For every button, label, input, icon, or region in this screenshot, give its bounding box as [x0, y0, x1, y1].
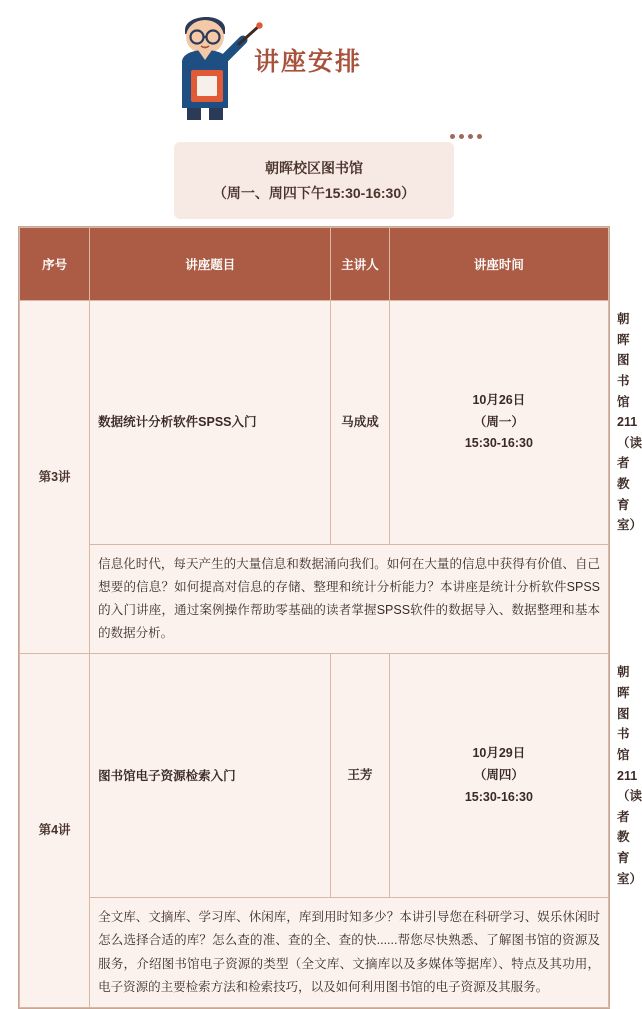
lecture-speaker: 马成成 — [331, 301, 389, 545]
lecture-title: 数据统计分析软件SPSS入门 — [90, 301, 331, 545]
table-row: 第3讲 数据统计分析软件SPSS入门 马成成 10月26日 （周一） 15:30-16:30 朝晖图书馆211（读者教育室） — [20, 301, 609, 545]
decorative-dots-icon — [450, 134, 482, 139]
lecture-time-range: 15:30-16:30 — [464, 789, 533, 804]
table-row-description — [20, 898, 609, 1008]
column-header-speaker: 主讲人 — [331, 228, 389, 301]
schedule-table — [19, 227, 642, 1008]
column-header-time: 讲座时间 — [389, 228, 608, 301]
venue-name: 朝晖校区图书馆 — [265, 160, 363, 176]
schedule-table-wrapper — [18, 226, 642, 1009]
lecture-description: 全文库、文摘库、学习库、休闲库，库到用时知多少？本讲引导您在科研学习、娱乐休闲时怎么选择合适的库？怎么查的准、查的全、查的快......帮您尽快熟悉、了解图书馆的资源及服务，介绍图书馆电子资源的类型（全文库、文摘库以及多媒体等据库）、特点及其功用，电子资源的主要检索方法和检索技巧，以及如何利用图书馆的电子资源及其服务。 — [90, 898, 609, 1008]
lecture-time-weekday: （周四） — [473, 767, 524, 782]
lecture-description: 信息化时代，每天产生的大量信息和数据涌向我们。如何在大量的信息中获得有价值、自己想要的信息？如何提高对信息的存储、整理和统计分析能力？本讲座是统计分析软件SPSS的入门讲座，通过案例操作帮助零基础的读者掌握SPSS软件的数据导入、数据整理和基本的数据分析。 — [90, 544, 609, 654]
lecture-time-date: 10月26日 — [472, 392, 526, 407]
venue-schedule: （周一、周四下午15:30-16:30） — [212, 184, 416, 201]
lecture-time-range: 15:30-16:30 — [464, 436, 533, 451]
lecture-time-date: 10月29日 — [472, 746, 526, 760]
lecture-title: 图书馆电子资源检索入门 — [90, 654, 331, 898]
row-number: 第3讲 — [20, 301, 90, 654]
teacher-with-pointer-illustration — [155, 4, 265, 122]
table-row-description — [20, 544, 609, 654]
venue-box — [174, 142, 454, 219]
column-header-no: 序号 — [20, 228, 90, 301]
lecture-speaker: 王芳 — [331, 654, 389, 898]
lecture-time — [389, 654, 608, 898]
table-row: 第4讲 图书馆电子资源检索入门 王芳 10月29日 （周四） 15:30-16:30 朝晖图书馆211（读者教育室） — [20, 654, 609, 898]
poster-header — [0, 0, 628, 128]
venue-section — [0, 128, 628, 220]
lecture-time — [389, 301, 608, 545]
page-title: 讲座安排 — [254, 48, 363, 76]
column-header-title: 讲座题目 — [90, 228, 331, 301]
row-number: 第4讲 — [20, 654, 90, 1007]
lecture-time-weekday: （周一） — [473, 414, 524, 429]
table-header-row: 序号 讲座题目 主讲人 讲座时间 地点 — [20, 228, 609, 301]
